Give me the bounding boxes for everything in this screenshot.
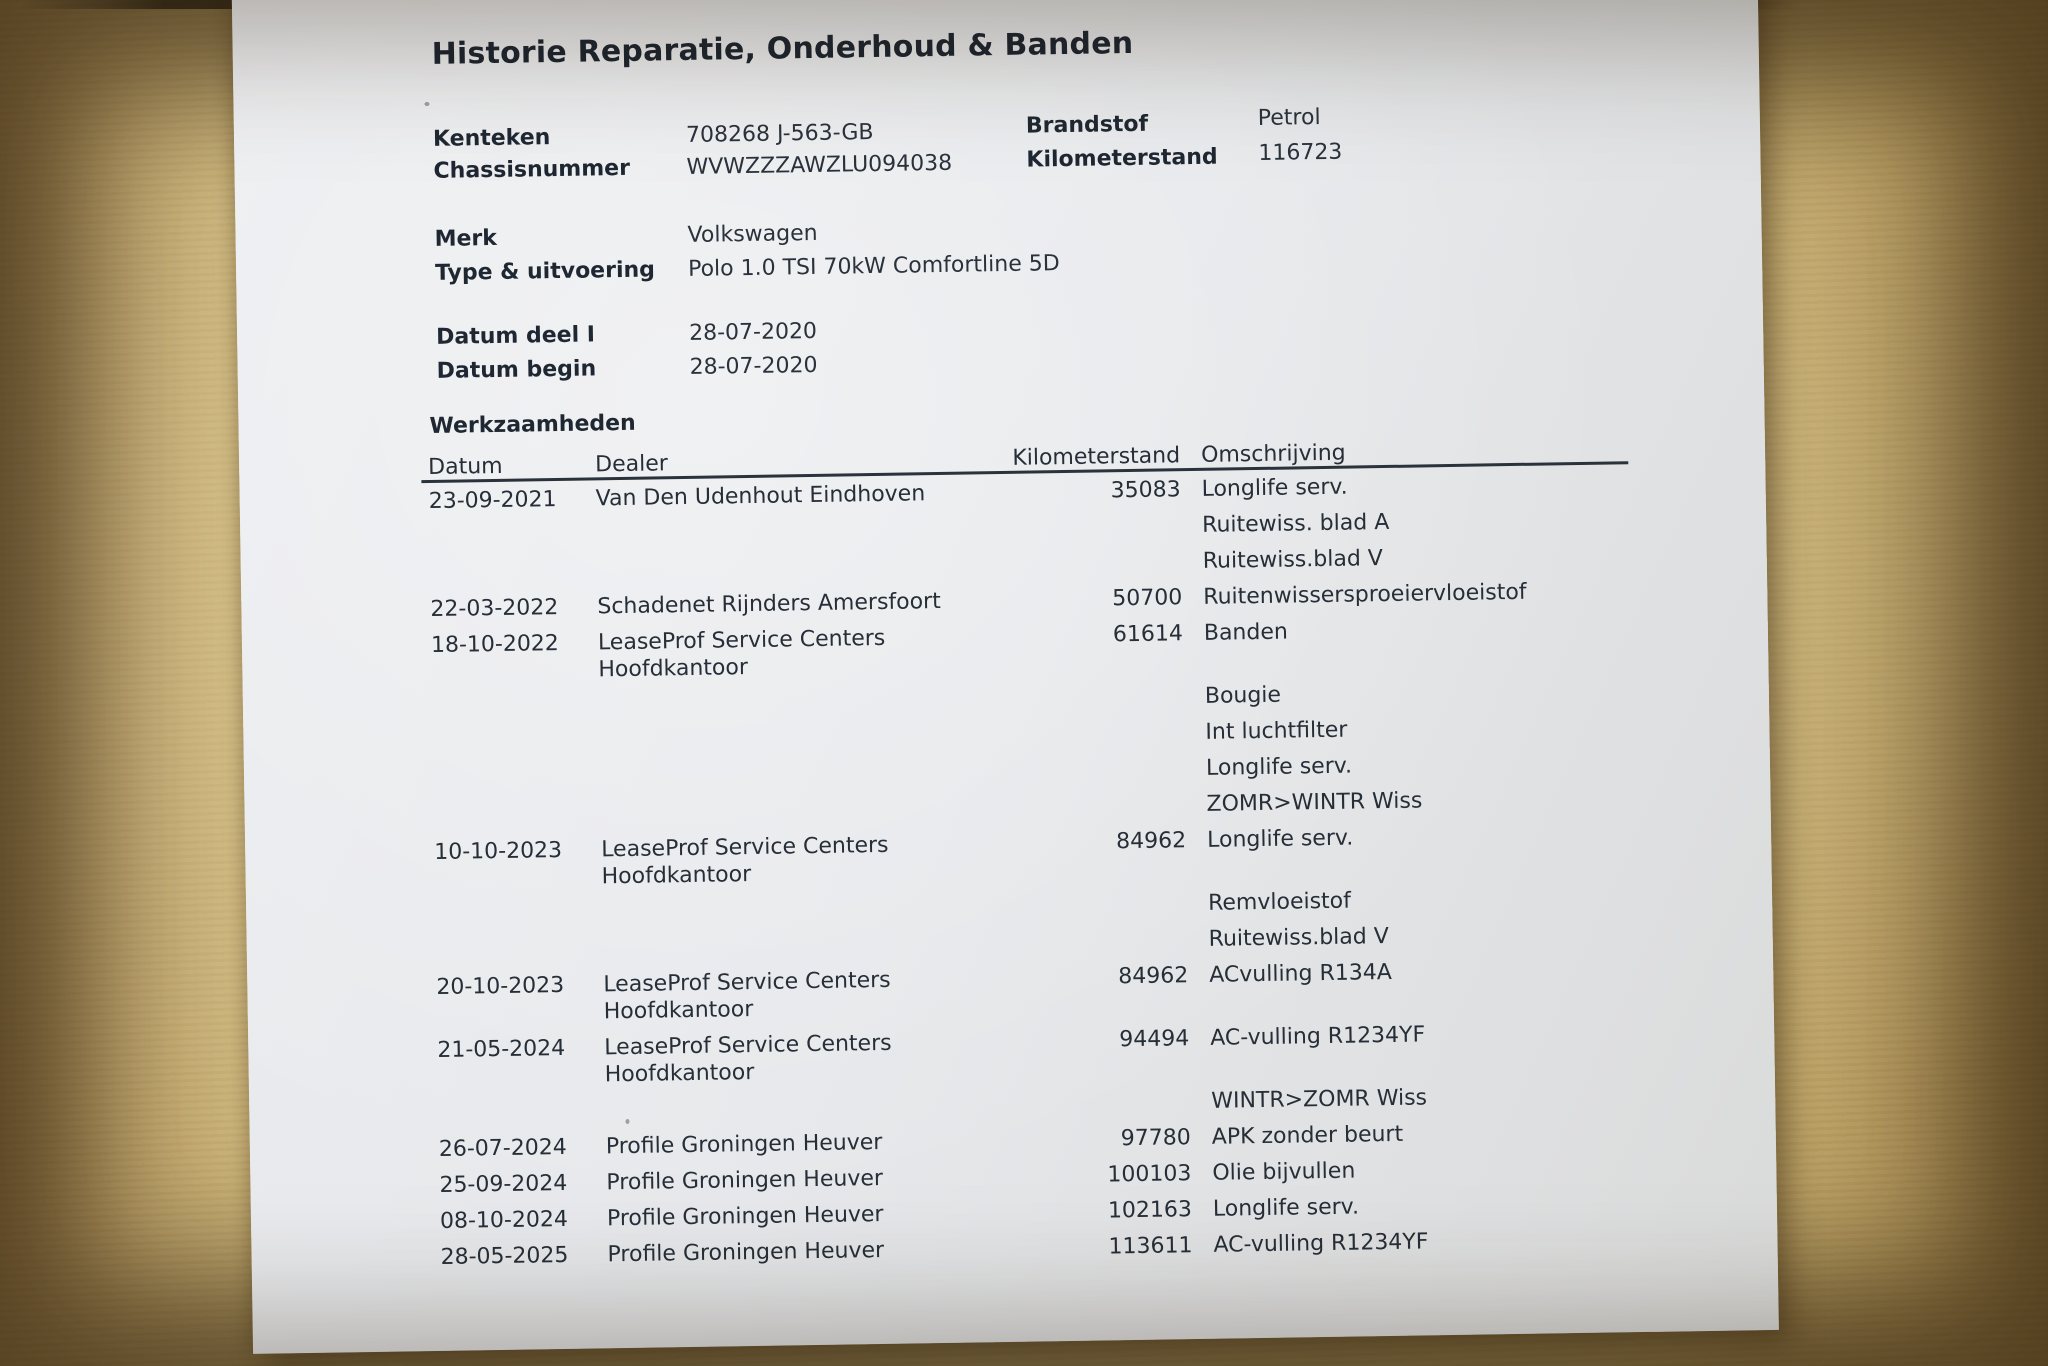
cell-omschrijving: Ruitewiss. blad A: [1201, 509, 1390, 538]
cell-omschrijving: Longlife serv.: [1205, 753, 1353, 781]
cell-omschrijving: AC-vulling R1234YF: [1210, 1022, 1426, 1051]
cell-dealer: LeaseProf Service Centers: [601, 832, 889, 863]
cell-dealer: Hoofdkantoor: [604, 1059, 755, 1088]
cell-datum: 20-10-2023: [436, 972, 565, 1000]
cell-dealer: Hoofdkantoor: [603, 997, 754, 1025]
cell-omschrijving: AC-vulling R1234YF: [1213, 1229, 1429, 1258]
cell-omschrijving: Ruitewiss.blad V: [1208, 924, 1389, 952]
column-header-omschrijving: Omschrijving: [1200, 440, 1346, 468]
cell-kilometerstand: 113611: [1108, 1233, 1193, 1260]
cell-dealer: Schadenet Rijnders Amersfoort: [597, 589, 941, 620]
field-value-kilometerstand: 116723: [1258, 139, 1343, 166]
paper-speck: [625, 1119, 629, 1124]
field-label-datum-begin: Datum begin: [436, 356, 597, 384]
cell-datum: 08-10-2024: [439, 1206, 569, 1234]
cell-dealer: Profile Groningen Heuver: [607, 1237, 885, 1268]
cell-dealer: Profile Groningen Heuver: [606, 1201, 884, 1232]
cell-dealer: Van Den Udenhout Eindhoven: [595, 481, 926, 512]
field-value-merk: Volkswagen: [687, 220, 818, 248]
cell-omschrijving: Longlife serv.: [1212, 1194, 1360, 1222]
cell-dealer: Profile Groningen Heuver: [606, 1165, 884, 1196]
cell-kilometerstand: 97780: [1120, 1125, 1192, 1152]
field-value-datum-begin: 28-07-2020: [689, 352, 818, 380]
cell-kilometerstand: 50700: [1112, 585, 1183, 612]
document-title: Historie Reparatie, Onderhoud & Banden: [431, 25, 1134, 72]
field-label-type: Type & uitvoering: [434, 257, 656, 286]
field-label-datum-deel-1: Datum deel I: [435, 322, 596, 350]
cell-omschrijving: Remvloeistof: [1207, 888, 1352, 916]
section-heading-werkzaamheden: Werkzaamheden: [429, 410, 636, 440]
field-value-brandstof: Petrol: [1257, 104, 1321, 131]
cell-dealer: LeaseProf Service Centers: [603, 967, 891, 998]
column-header-datum: Datum: [427, 453, 503, 481]
field-label-kilometerstand: Kilometerstand: [1026, 144, 1218, 173]
paper-speck: [424, 102, 429, 106]
cell-datum: 21-05-2024: [437, 1035, 566, 1063]
cell-omschrijving: ACvulling R134A: [1209, 959, 1392, 988]
cell-omschrijving: Int luchtfilter: [1205, 717, 1348, 745]
document-paper: [231, 0, 1779, 1354]
field-value-chassisnummer: WVWZZZAWZLU094038: [686, 150, 953, 180]
cell-kilometerstand: 94494: [1119, 1026, 1190, 1053]
cell-kilometerstand: 84962: [1118, 963, 1189, 990]
cell-datum: 18-10-2022: [430, 631, 560, 659]
cell-dealer: Hoofdkantoor: [601, 862, 752, 890]
cell-dealer: LeaseProf Service Centers: [604, 1030, 892, 1061]
cell-omschrijving: ZOMR>WINTR Wiss: [1206, 788, 1423, 817]
cell-datum: 25-09-2024: [439, 1170, 568, 1198]
cell-datum: 22-03-2022: [430, 595, 559, 623]
table-body: [240, 468, 1778, 1284]
field-label-chassisnummer: Chassisnummer: [433, 155, 631, 184]
cell-datum: 28-05-2025: [440, 1242, 569, 1270]
cell-dealer: Profile Groningen Heuver: [605, 1129, 883, 1160]
cell-omschrijving: Banden: [1203, 619, 1289, 646]
cell-datum: 23-09-2021: [428, 487, 557, 515]
cell-omschrijving: Bougie: [1204, 682, 1282, 709]
cell-omschrijving: Longlife serv.: [1201, 474, 1348, 502]
cell-kilometerstand: 35083: [1110, 477, 1181, 504]
cell-omschrijving: Ruitewiss.blad V: [1202, 546, 1384, 574]
field-value-type: Polo 1.0 TSI 70kW Comfortline 5D: [687, 251, 1060, 282]
field-label-merk: Merk: [434, 225, 498, 252]
field-label-kenteken: Kenteken: [432, 125, 551, 152]
cell-kilometerstand: 102163: [1107, 1197, 1193, 1224]
cell-omschrijving: APK zonder beurt: [1211, 1121, 1404, 1150]
cell-omschrijving: Olie bijvullen: [1212, 1158, 1356, 1186]
cell-dealer: Hoofdkantoor: [598, 655, 749, 683]
field-label-brandstof: Brandstof: [1025, 111, 1149, 139]
cell-kilometerstand: 84962: [1115, 828, 1187, 855]
cell-datum: 26-07-2024: [438, 1134, 567, 1162]
column-header-dealer: Dealer: [594, 451, 669, 478]
column-header-kilometerstand: Kilometerstand: [1012, 443, 1181, 471]
cell-kilometerstand: 100103: [1107, 1161, 1192, 1188]
cell-kilometerstand: 61614: [1112, 621, 1184, 648]
cell-omschrijving: WINTR>ZOMR Wiss: [1211, 1085, 1428, 1114]
cell-omschrijving: Ruitenwissersproeiervloeistof: [1203, 579, 1527, 610]
field-value-datum-deel-1: 28-07-2020: [688, 318, 818, 346]
cell-omschrijving: Longlife serv.: [1206, 825, 1354, 853]
field-value-kenteken: 708268 J-563-GB: [685, 120, 874, 148]
cell-dealer: LeaseProf Service Centers: [597, 625, 886, 656]
cell-datum: 10-10-2023: [434, 837, 563, 865]
